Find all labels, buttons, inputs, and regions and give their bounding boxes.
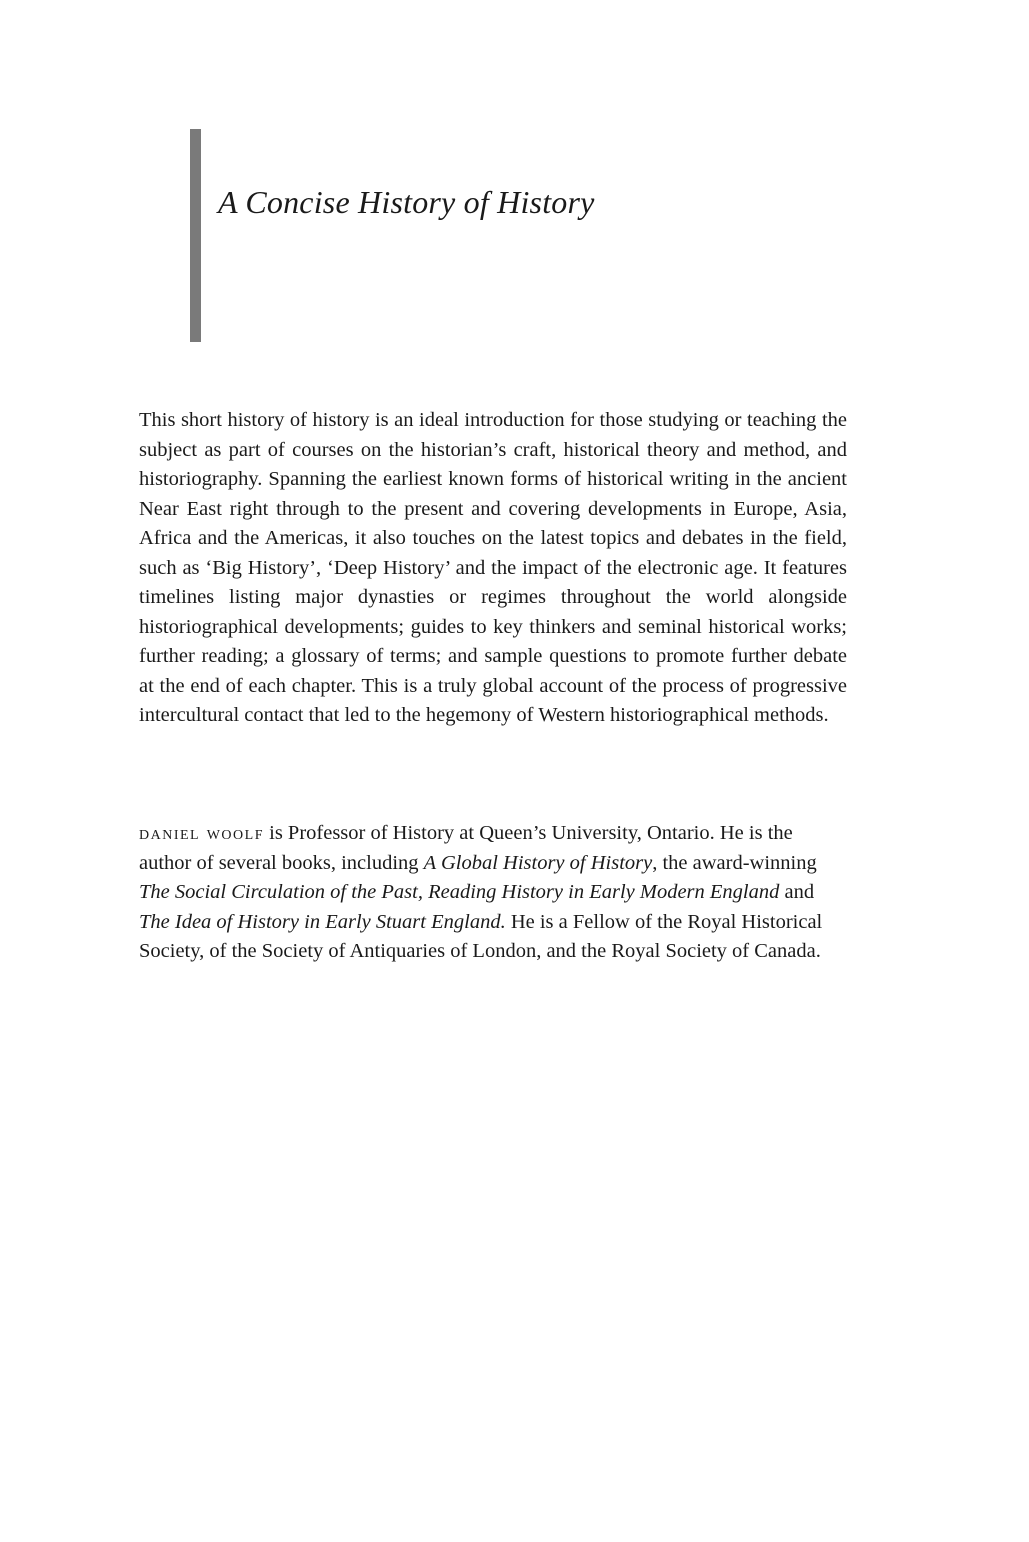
book-title: A Concise History of History: [218, 184, 595, 220]
bio-text: , the award-winning: [652, 851, 817, 874]
bio-text: He is a Fellow of the Royal Historical Society, of the Society of Antiquaries of London, and the Royal Society of Canada.: [139, 910, 823, 962]
book-reference: The Social Circulation of the Past, Reading History in Early Modern England: [139, 881, 780, 903]
book-description: This short history of history is an ideal introduction for those studying or teaching the subject as part of courses on the historian’s craft, historical theory and method, and historiography. Spanning the earliest known forms of historical writing in the ancient Near East right through to the present and covering developments in Europe, Asia, Africa and the Americas, it also touches on the latest topics and debates in the field, such as ‘Big History’, ‘Deep History’ and the impact of the electronic age. It features timelines listing major dynasties or regimes throughout the world alongside historiographical developments; guides to key thinkers and seminal historical works; further reading; a glossary of terms; and sample questions to promote further debate at the end of each chapter. This is a truly global account of the process of progressive intercultural contact that led to the hegemony of Western historiographical methods.: [139, 409, 847, 726]
bio-text: is Professor of History at Queen’s University, Ontario. He is the author of several books, including: [139, 822, 793, 874]
title-accent-bar: [190, 129, 201, 342]
author-bio: [139, 819, 847, 967]
book-reference: A Global History of History: [423, 851, 653, 874]
bio-text: and: [779, 881, 815, 903]
author-name: daniel woolf: [139, 822, 264, 844]
book-reference: The Idea of History in Early Stuart England.: [139, 910, 506, 933]
